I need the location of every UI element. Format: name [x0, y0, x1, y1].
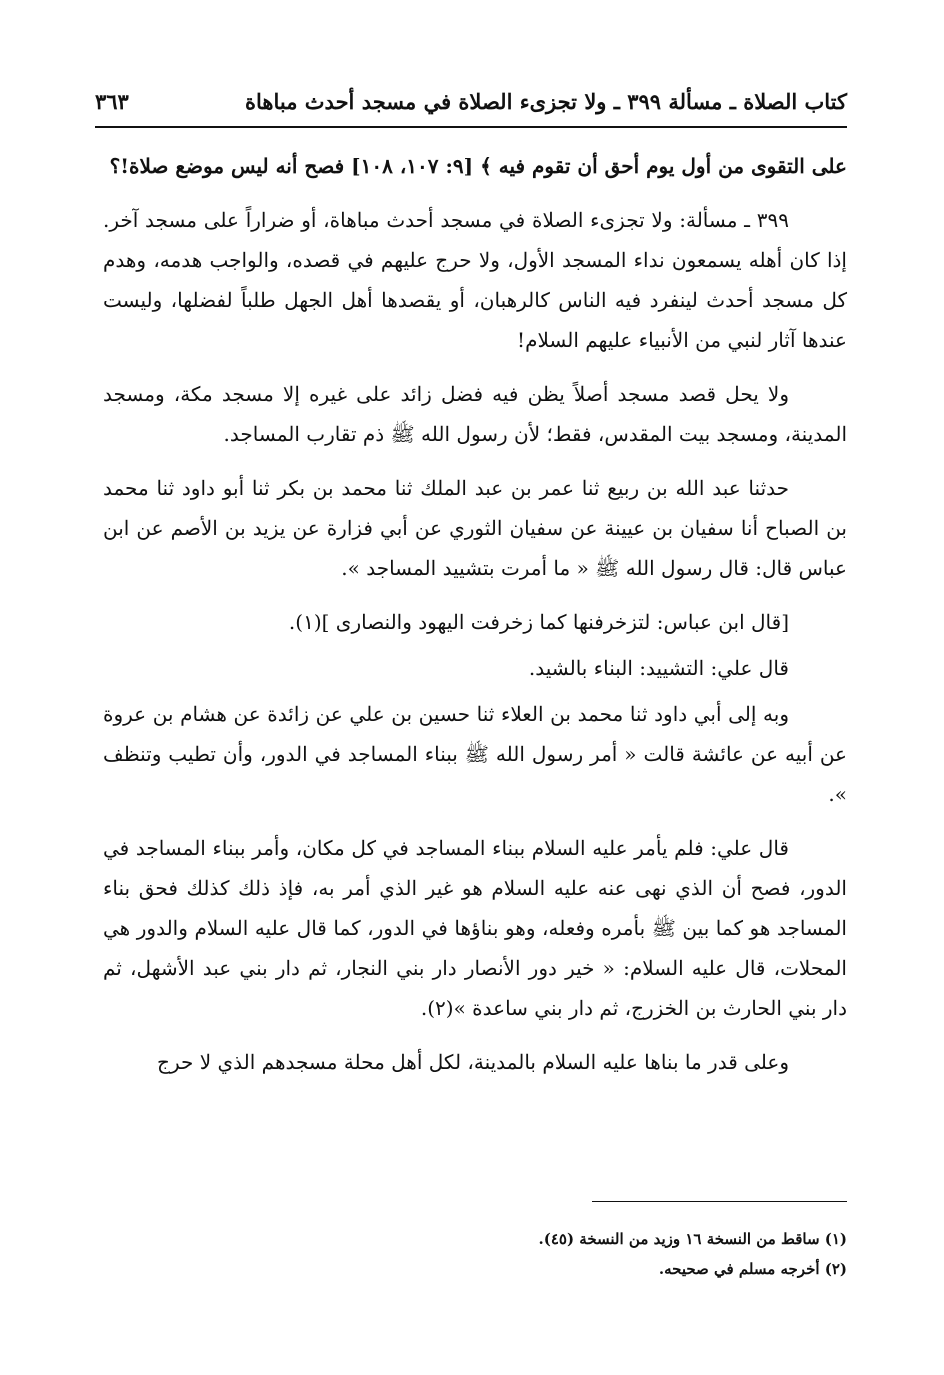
paragraph-hadith-ibn-abbas: حدثنا عبد الله بن ربيع ثنا عمر بن عبد الملك ثنا محمد بن بكر ثنا أبو داود ثنا محمد بن الصباح أنا سفيان بن عيينة عن سفيان الثوري عن أبي فزارة عن يزيد بن الأصم عن ابن عباس قال: قال رسول الله ﷺ « ما أمرت بتشييد المساجد ». [103, 476, 847, 580]
footnote-2: (٢) أخرجه مسلم في صحيحه. [658, 1260, 847, 1278]
paragraph-ali-commentary: قال علي: فلم يأمر عليه السلام ببناء المساجد في كل مكان، وأمر ببناء المساجد في الدور، فصح أن الذي نهى عنه عليه السلام هو غير الذي أمر به، فإذ ذلك كذلك فحق بناء المساجد هو كما بين ﷺ بأمره وفعله، وهو بناؤها في الدور، كما قال عليه السلام والدور هي المحلات، قال عليه السلام: « خير دور الأنصار دار بني النجار، ثم دار بني عبد الأشهل، ثم دار بني الحارث بن الخزرج، ثم دار بني ساعدة »(٢). [103, 836, 847, 1020]
paragraph-ibn-abbas-saying: [قال ابن عباس: لتزخرفنها كما زخرفت اليهود والنصارى ](١). [288, 610, 789, 634]
paragraph-three-mosques: ولا يحل قصد مسجد أصلاً يظن فيه فضل زائد على غيره إلا مسجد مكة، ومسجد المدينة، ومسجد بيت المقدس، فقط؛ لأن رسول الله ﷺ ذم تقارب المساجد. [103, 382, 847, 446]
main-text [103, 146, 847, 1096]
paragraph-masala-399: ٣٩٩ ـ مسألة: ولا تجزىء الصلاة في مسجد أحدث مباهاة، أو ضراراً على مسجد آخر. إذا كان أهله يسمعون نداء المسجد الأول، ولا حرج عليهم في قصده، والواجب هدمه، وهدم كل مسجد أحدث لينفرد فيه الناس كالرهبان، أو يقصدها أهل الجهل طلباً لفضلها، وليست عندها آثار لنبي من الأنبياء عليهم السلام! [103, 208, 847, 352]
footnotes [103, 1224, 847, 1284]
header-title: كتاب الصلاة ـ مسألة ٣٩٩ ـ ولا تجزىء الصلاة في مسجد أحدث مباهاة [245, 89, 847, 114]
footnote-1: (١) ساقط من النسخة ١٦ وزيد من النسخة (٤٥). [538, 1230, 847, 1248]
paragraph-tashyid: قال علي: التشييد: البناء بالشيد. [528, 656, 789, 680]
page-number: ٣٦٣ [95, 89, 129, 114]
running-header [95, 76, 847, 114]
paragraph-continuation: على التقوى من أول يوم أحق أن تقوم فيه ﴾ [٩: ١٠٧، ١٠٨] فصح أنه ليس موضع صلاة!؟ [109, 154, 847, 178]
footnote-rule [592, 1201, 847, 1202]
paragraph-hadith-aisha: وبه إلى أبي داود ثنا محمد بن العلاء ثنا حسين بن علي عن زائدة عن هشام بن عروة عن أبيه عن عائشة قالت « أمر رسول الله ﷺ ببناء المساجد في الدور، وأن تطيب وتنظف ». [103, 702, 847, 806]
paragraph-medina: وعلى قدر ما بناها عليه السلام بالمدينة، لكل أهل محلة مسجدهم الذي لا حرج [157, 1050, 789, 1074]
header-rule [95, 126, 847, 128]
